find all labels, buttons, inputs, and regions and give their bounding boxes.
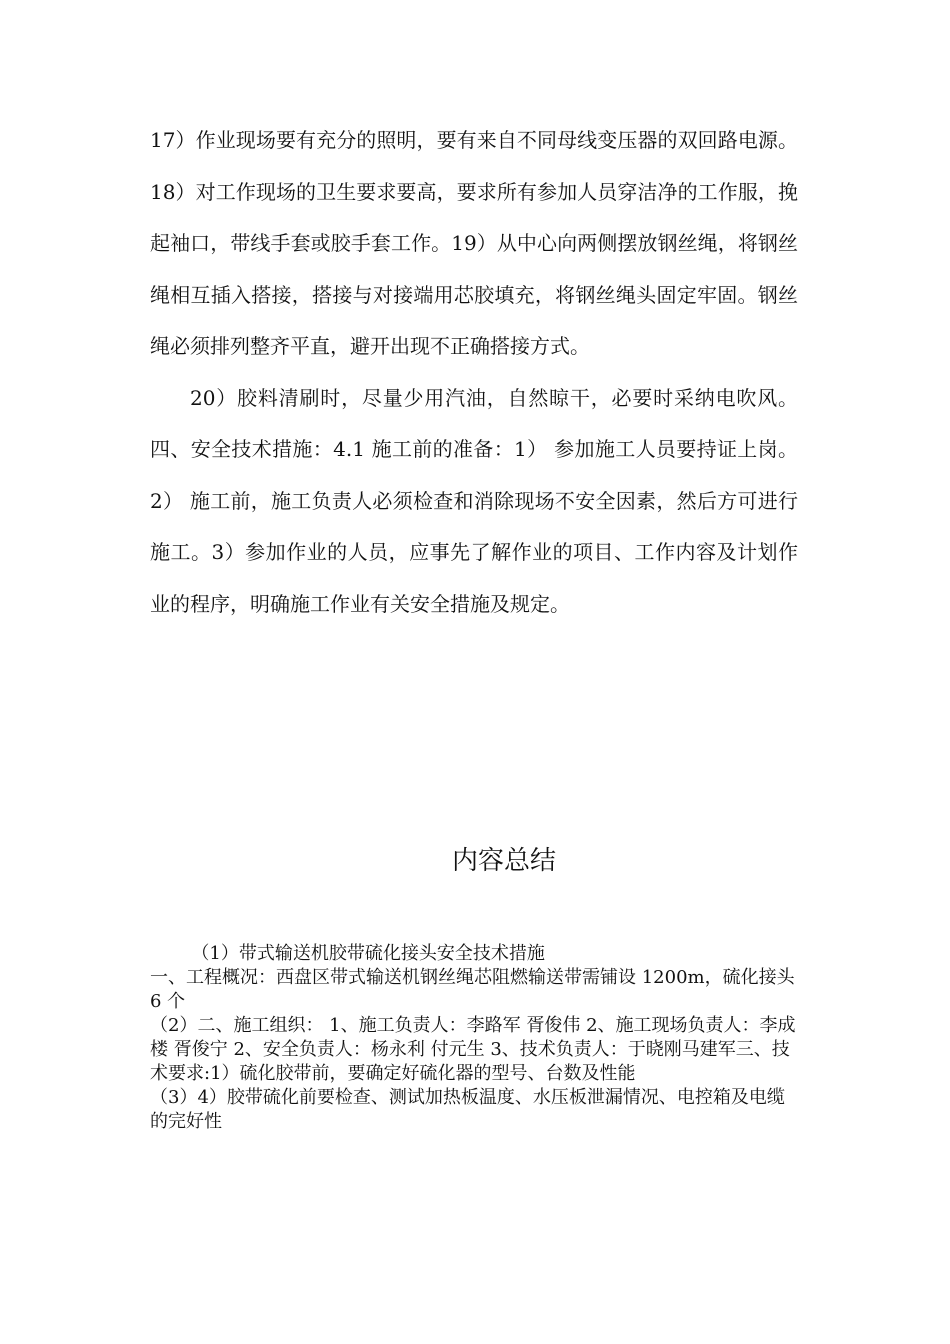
body-paragraph-1: 17）作业现场要有充分的照明，要有来自不同母线变压器的双回路电源。18）对工作现场的卫生要求要高，要求所有参加人员穿洁净的工作服，挽起袖口，带线手套或胶手套工作。19）从中心向两侧摆放钢丝绳，将钢丝绳相互插入搭接，搭接与对接端用芯胶填充，将钢丝绳头固定牢固。钢丝绳必须排列整齐平直，避开出现不正确搭接方式。 [150, 128, 798, 358]
summary-item-3: （2）二、施工组织： 1、施工负责人：李路军 胥俊伟 2、施工现场负责人：李成楼 胥俊宁 2、安全负责人：杨永利 付元生 3、技术负责人：于晓刚马建军三、技术要求:1）硫化胶带前，要确定好硫化器的型号、台数及性能 [150, 1015, 796, 1084]
body-paragraph-2: 20）胶料清刷时，尽量少用汽油，自然晾干，必要时采纳电吹风。四、安全技术措施：4.1 施工前的准备：1） 参加施工人员要持证上岗。2） 施工前，施工负责人必须检查和消除现场不安全因素，然后方可进行施工。3）参加作业的人员，应事先了解作业的项目、工作内容及计划作业的程序，明确施工作业有关安全措施及规定。 [150, 385, 798, 616]
summary-item-2: 一、工程概况：西盘区带式输送机钢丝绳芯阻燃输送带需铺设 1200m，硫化接头 6 个 [150, 967, 795, 1012]
summary-item-1: （1）带式输送机胶带硫化接头安全技术措施 [191, 943, 545, 964]
body-text [150, 115, 798, 630]
summary-title: 内容总结 [451, 846, 556, 876]
summary-item-4: （3）4）胶带硫化前要检查、测试加热板温度、水压板泄漏情况、电控箱及电缆的完好性 [150, 1087, 785, 1132]
summary-section [150, 942, 798, 1134]
